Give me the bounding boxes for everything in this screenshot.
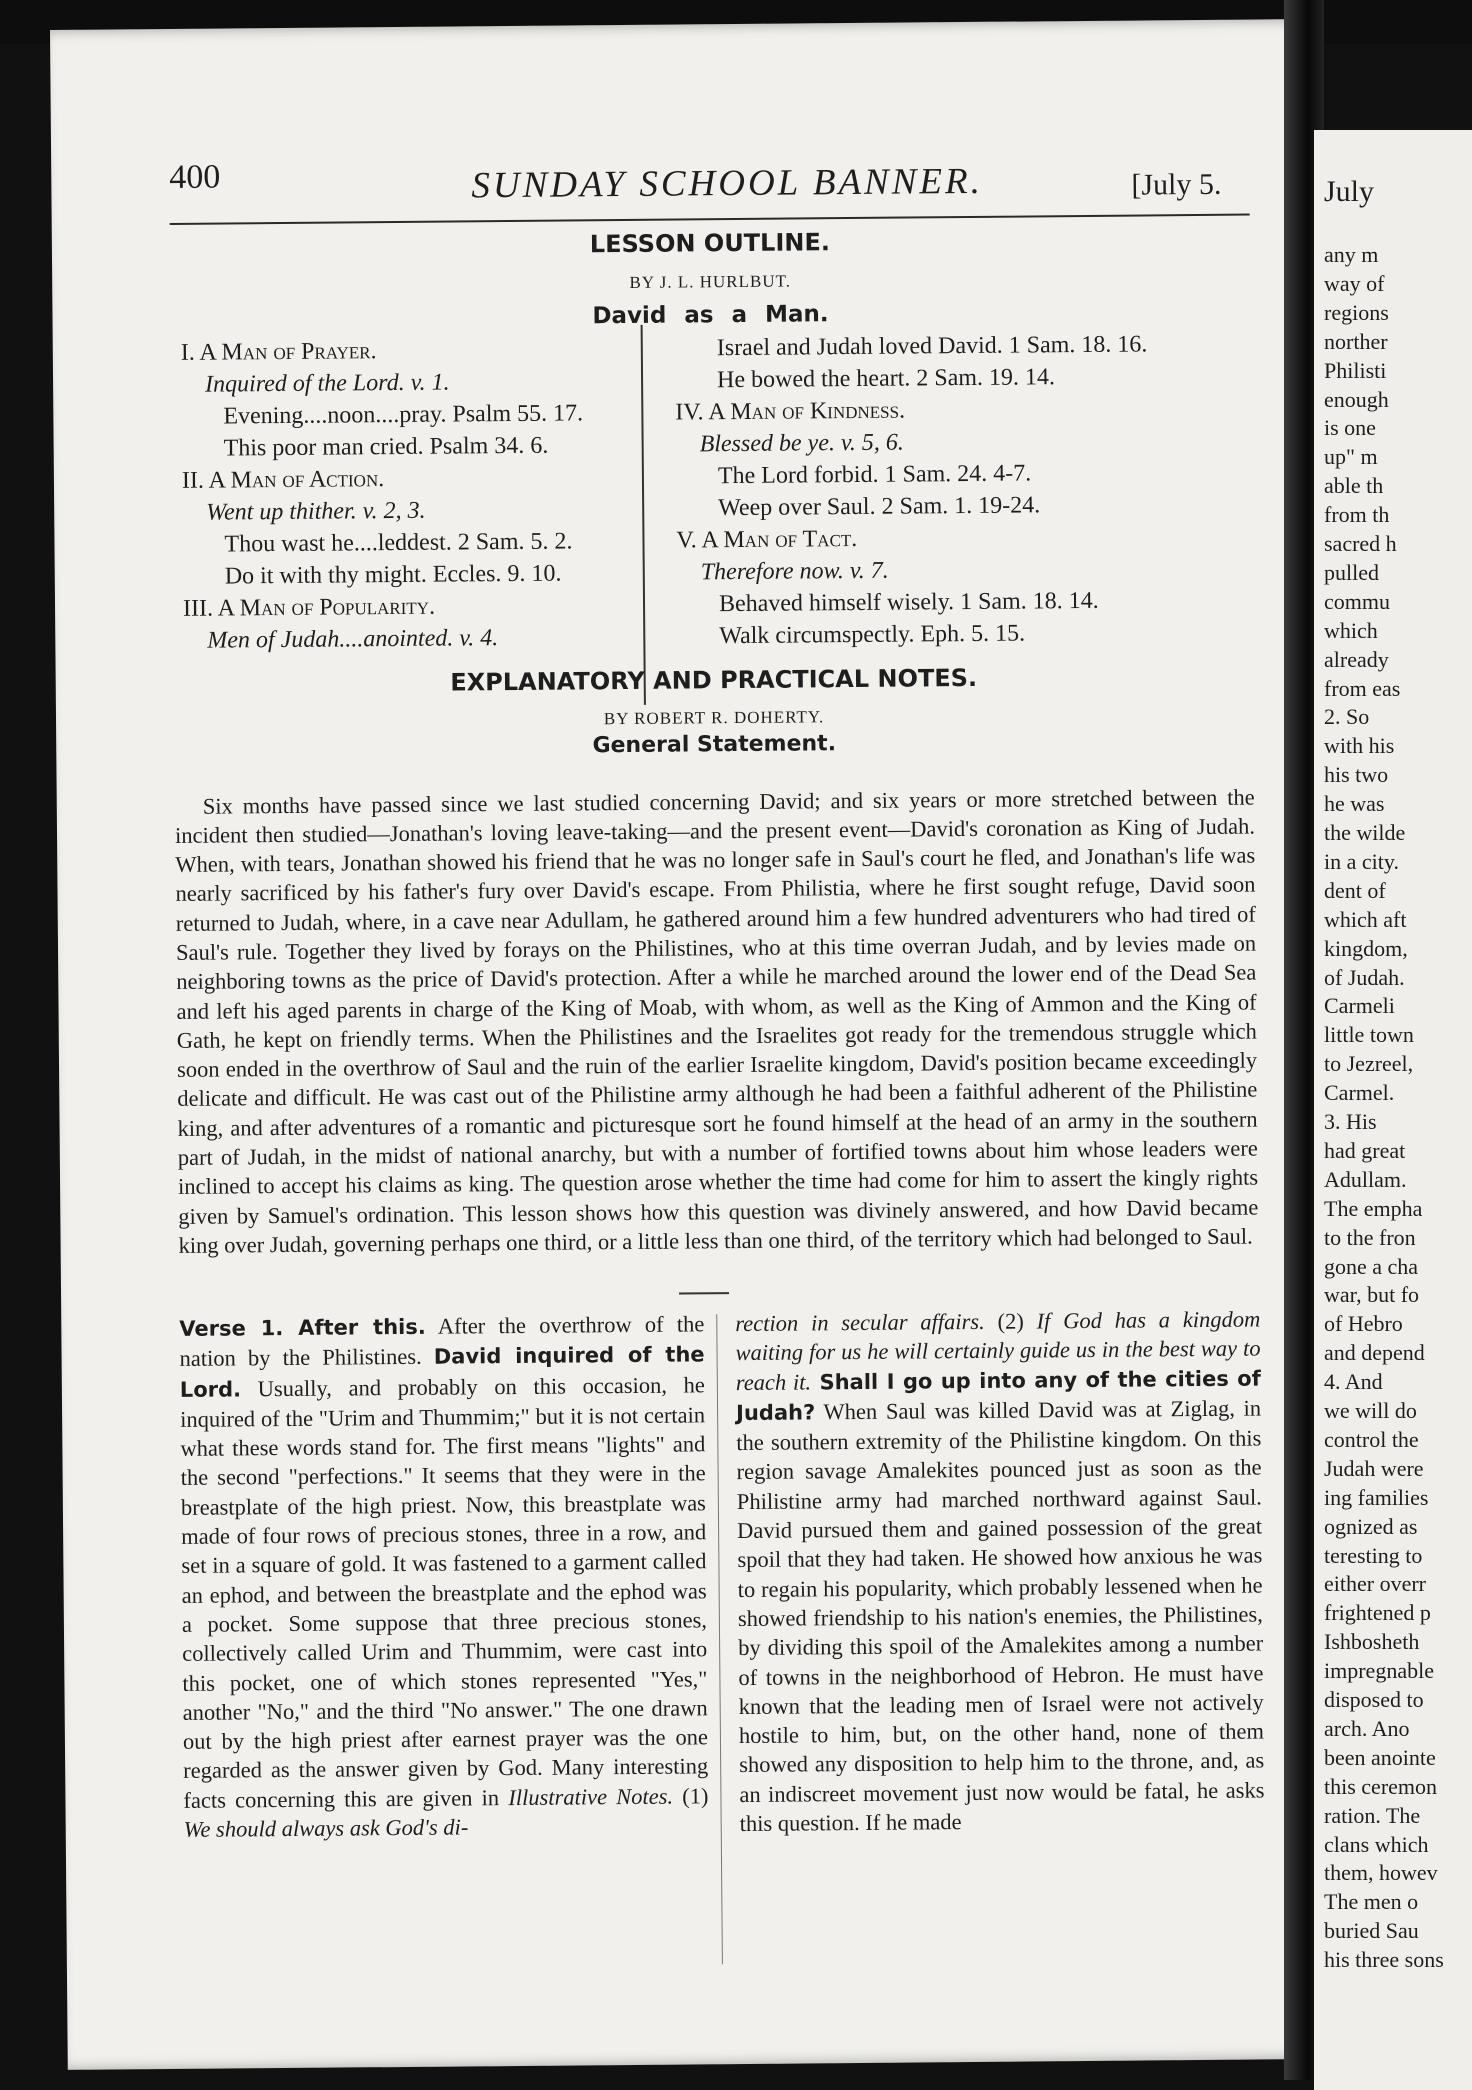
outline-heading: LESSON OUTLINE. (589, 228, 831, 259)
outline-line: Behaved himself wisely. 1 Sam. 18. 14. (718, 587, 1099, 618)
facing-page-line: ognized as (1324, 1513, 1418, 1539)
facing-page-line: which (1324, 617, 1378, 643)
facing-page-line: any m (1324, 242, 1379, 267)
facing-page-line: from eas (1324, 675, 1401, 701)
outline-line: IV. A Man of Kindness. (675, 397, 906, 426)
running-title: SUNDAY SCHOOL BANNER. (471, 160, 984, 207)
outline-line: This poor man cried. Psalm 34. 6. (223, 432, 549, 462)
facing-page-line: regions (1324, 299, 1389, 325)
facing-page-line: The empha (1324, 1195, 1423, 1221)
facing-page-line: impregnable (1324, 1658, 1434, 1684)
facing-page-line: 3. His (1324, 1109, 1377, 1134)
facing-page-line: disposed to (1324, 1687, 1424, 1712)
outline-byline: BY J. L. HURLBUT. (629, 271, 792, 292)
notes-heading: EXPLANATORY AND PRACTICAL NOTES. (450, 663, 978, 697)
verse-text: When Saul was killed David was at Ziglag, in the southern extremity of the Philistine kingdom. On this region savage Amalekites pounced just as soon as the Philistine army had marched northward against Saul. David pursued them and gained possession of the great spoil that they had taken. He showed how anxious he was to regain his popularity, which probably lessened when he showed friendship to his nation's enemies, the Philistines, by dividing this spoil of the Amalekites among a number of towns in the neighborhood of Hebron. He must have known that the leading men of Israel were not actively hostile to him, but, on the other hand, none of them showed any disposition to help him to the throne, and, as an indiscreet movement just now would be fatal, he asks this question. If he made (736, 1395, 1265, 1837)
facing-page-line: way of (1324, 270, 1385, 296)
facing-page-line: Ishbosheth (1324, 1629, 1420, 1655)
facing-page-line: Carmel. (1324, 1080, 1395, 1106)
column-divider (716, 1314, 723, 1964)
header-rule (170, 214, 1250, 225)
facing-page-line: kingdom, (1324, 935, 1408, 961)
facing-page-line: gone a cha (1324, 1253, 1419, 1279)
facing-page-line: he was (1324, 791, 1385, 817)
outline-line: Walk circumspectly. Eph. 5. 15. (719, 620, 1026, 650)
verse-text: Usually, and probably on this occasion, he inquired of the "Urim and Thummim;" but it is not certain what these words stand for. The first means "lights" and the second "perfections." It seems that they were in the breastplate of the high priest. Now, this breastplate was made of four rows of precious stones, three in a row, and set in a square of gold. It was fastened to a garment called an ephod, and between the breastplate and the ephod was a pocket. Some suppose that three precious stones, collectively called Urim and Thummim, were cast into this pocket, one of which stones represented "Yes," another "No," and the third "No answer." The one drawn out by the high priest after earnest prayer was the one regarded as the answer given by God. Many interesting facts concerning this are given in (180, 1371, 709, 1813)
verse-text: After the overthrow of the nation by the Philistines. (179, 1311, 705, 1372)
facing-page-line: commu (1324, 588, 1390, 614)
facing-page-line: frightened p (1324, 1600, 1431, 1626)
section-rule (679, 1292, 729, 1294)
outline-line: Inquired of the Lord. v. 1. (204, 369, 450, 398)
book-page (50, 19, 1338, 2070)
facing-page-line: buried Sau (1324, 1918, 1419, 1944)
facing-page-line: clans which (1324, 1831, 1429, 1857)
outline-line: Thou wast he....leddest. 2 Sam. 5. 2. (224, 528, 573, 558)
facing-page-line: Judah were (1324, 1455, 1424, 1481)
facing-page-line: control the (1324, 1426, 1419, 1452)
facing-page-line: Adullam. (1324, 1166, 1407, 1192)
facing-page-line: is one (1324, 415, 1376, 441)
facing-page-line: Carmeli (1324, 993, 1395, 1019)
outline-line: The Lord forbid. 1 Sam. 24. 4-7. (717, 460, 1032, 490)
facing-page-line: arch. Ano (1324, 1715, 1410, 1741)
outline-line: Weep over Saul. 2 Sam. 1. 19-24. (718, 492, 1041, 522)
outline-left-column (181, 333, 586, 656)
outline-right-column (675, 328, 1150, 652)
facing-page-line: little town (1324, 1022, 1414, 1048)
outline-line: Do it with thy might. Eccles. 9. 10. (224, 560, 562, 590)
facing-page-line: Philisti (1324, 357, 1387, 383)
outline-line: Evening....noon....pray. Psalm 55. 17. (223, 400, 584, 430)
facing-page-line: of Judah. (1324, 964, 1405, 990)
facing-page-line: from th (1324, 502, 1390, 528)
outline-line: Men of Judah....anointed. v. 4. (207, 625, 499, 654)
facing-page-line: them, howev (1324, 1860, 1438, 1886)
facing-page-line: the wilde (1324, 820, 1406, 845)
notes-byline: BY ROBERT R. DOHERTY. (603, 707, 825, 729)
facing-page-line: to the fron (1324, 1224, 1416, 1250)
verse-italic: If God has a kingdom waiting for us he will certainly guide us in the best way to reach it. (735, 1306, 1261, 1395)
facing-page-line: teresting to (1324, 1542, 1423, 1568)
verse-right-column (735, 1304, 1265, 1838)
facing-page-line: of Hebro (1324, 1311, 1403, 1337)
facing-page-line: had great (1324, 1137, 1406, 1163)
outline-line: He bowed the heart. 2 Sam. 19. 14. (716, 364, 1056, 394)
facing-page-line: in a city. (1324, 848, 1399, 874)
facing-page-line: dent of (1324, 877, 1386, 903)
facing-page-line: ration. The (1324, 1802, 1421, 1828)
facing-page-line: been anointe (1324, 1744, 1436, 1770)
facing-page-line: able th (1324, 473, 1384, 499)
outline-line: I. A Man of Prayer. (180, 338, 377, 366)
facing-page-header: July (1324, 175, 1375, 208)
facing-page-line: war, but fo (1324, 1282, 1420, 1308)
facing-page-line: already (1324, 646, 1389, 672)
notes-subheading: General Statement. (592, 731, 837, 759)
facing-page-line: and depend (1324, 1340, 1425, 1366)
verse-phrase: David inquired of the Lord. (179, 1342, 705, 1402)
page-header (51, 110, 1252, 207)
facing-page-line: to Jezreel, (1324, 1051, 1414, 1077)
outline-line: II. A Man of Action. (181, 466, 385, 494)
facing-page-line: we will do (1324, 1398, 1417, 1423)
outline-line: III. A Man of Popularity. (182, 593, 436, 622)
facing-page-line: norther (1324, 328, 1388, 354)
verse-label: Verse 1. After this. (179, 1314, 426, 1341)
verse-left-column (179, 1309, 709, 1844)
facing-page-line: 4. And (1324, 1369, 1383, 1395)
outline-line: Therefore now. v. 7. (700, 557, 889, 586)
outline-line: Went up thither. v. 2, 3. (206, 497, 426, 526)
verse-phrase: Shall I go up into any of the cities of Judah? (735, 1366, 1261, 1425)
page-number: 400 (169, 158, 221, 196)
general-statement: Six months have passed since we last studied concerning David; and six years or more stretched between the incident then studied—Jonathan's loving leave-taking—and the present event—David's coronation as King of Judah. When, with tears, Jonathan showed his friend that he was no longer safe in Saul's court he fled, and Jonathan's life was nearly sacrificed by his father's fury over David's escape. From Philistia, where he first sought refuge, David soon returned to Judah, where, in a cave near Adullam, he gathered around him a few hundred adventurers who had tired of Saul's rule. Together they lived by forays on the Philistines, who at this time overran Judah, and by levies made on neighboring towns as the price of David's protection. After a while he marched around the lower end of the Dead Sea and left his aged parents in charge of the King of Moab, with whom, as well as the King of Ammon and the King of Gath, he kept on friendly terms. When the Philistines and the Israelites got ready for the tremendous struggle which soon ended in the overthrow of Saul and the ruin of the earlier Israelite kingdom, David's position became exceedingly delicate and difficult. He was cast out of the Philistine army although he had been a faithful adherent of the Philistine king, and after adventures of a romantic and picturesque sort he found himself at the head of an army in the southern part of Judah, in the midst of national anarchy, but with a number of fortified towns about him whose leaders were inclined to accept his claims as king. The question arose whether the time had come for him to assert the kingly rights given by Samuel's ordination. This lesson shows how this question was divinely answered, and how David became king over Judah, governing perhaps one third, or a little less than one third, of the territory which had belonged to Saul. (174, 784, 1259, 1258)
facing-page-line: sacred h (1324, 531, 1397, 556)
verse-text: (2) (984, 1308, 1037, 1334)
verse-italic: rection in secular affairs. (735, 1308, 985, 1337)
facing-page-line: this ceremon (1324, 1773, 1438, 1799)
outline-subject: David as a Man. (592, 301, 829, 330)
verse-italic: Illustrative Notes. (508, 1783, 674, 1810)
facing-page-line: which aft (1324, 906, 1407, 932)
outline-divider (641, 325, 646, 705)
facing-page-line: 2. So (1324, 704, 1370, 730)
outline-line: Blessed be ye. v. 5, 6. (699, 429, 904, 458)
facing-page-line: his two (1324, 762, 1389, 788)
facing-page-line: enough (1324, 386, 1389, 412)
facing-page-line: up" m (1324, 444, 1378, 470)
facing-page-line: either overr (1324, 1571, 1426, 1597)
facing-page (1314, 130, 1472, 2090)
facing-page-line: ing families (1324, 1484, 1429, 1510)
verse-text: (1) (672, 1783, 709, 1809)
outline-line: Israel and Judah loved David. 1 Sam. 18. 16. (716, 331, 1148, 362)
facing-page-line: The men o (1324, 1889, 1419, 1915)
facing-page-line: pulled (1324, 559, 1379, 585)
outline-line: V. A Man of Tact. (676, 525, 858, 554)
facing-page-line: his three sons (1324, 1947, 1444, 1973)
verse-italic: We should always ask God's di- (183, 1814, 469, 1842)
facing-page-line: with his (1324, 733, 1395, 759)
issue-date: [July 5. (1131, 167, 1222, 202)
